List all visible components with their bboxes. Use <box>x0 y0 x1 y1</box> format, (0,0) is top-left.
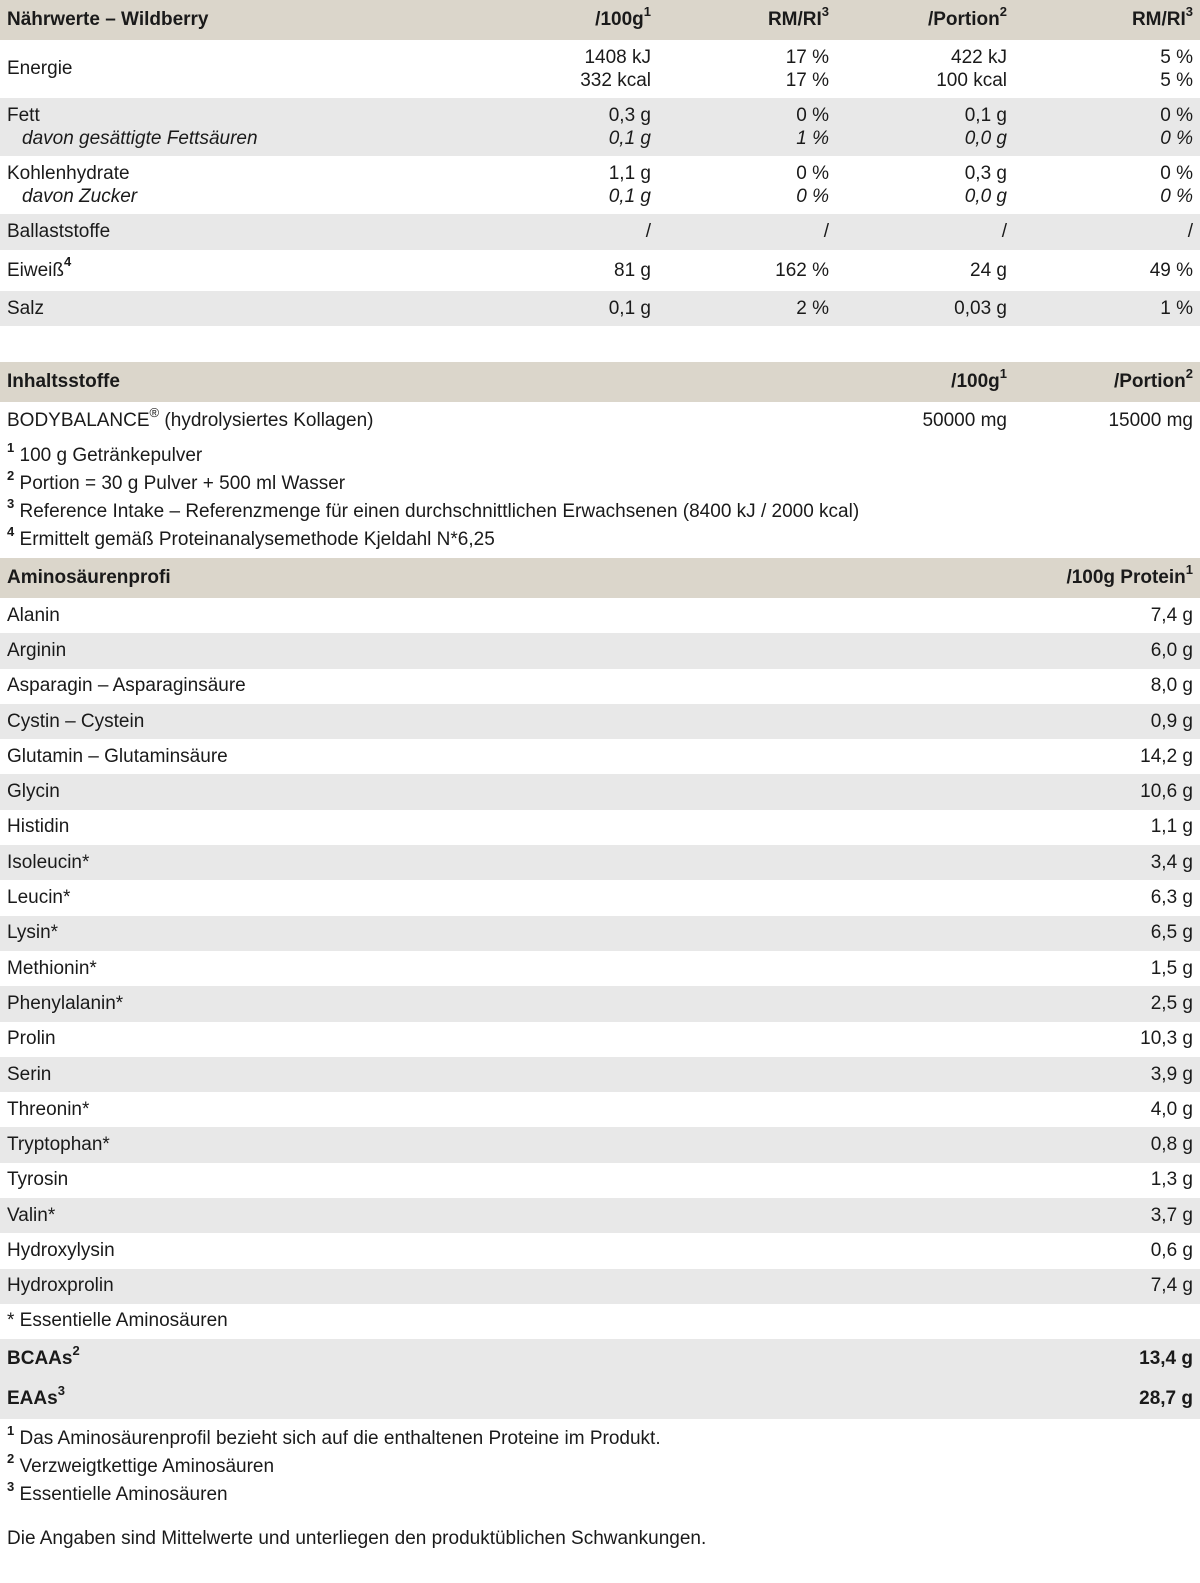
row-sublabel: davon Zucker <box>22 186 138 207</box>
ingredients-footnotes <box>0 440 1200 558</box>
cell-value: 1,1 g <box>608 163 651 184</box>
amino-name: Arginin <box>0 633 900 668</box>
cell-value: / <box>1014 214 1200 250</box>
cell-value: / <box>480 214 658 250</box>
cell-value: 1 % <box>796 128 829 149</box>
registered-mark: ® <box>149 404 160 420</box>
amino-value: 1,1 g <box>900 810 1200 845</box>
cell-value: 0,0 g <box>964 128 1007 149</box>
amino-value: 0,6 g <box>900 1233 1200 1268</box>
amino-name: Phenylalanin* <box>0 986 900 1021</box>
row-label: Energie <box>0 40 480 98</box>
essential-note: * Essentielle Aminosäuren <box>0 1304 1200 1339</box>
amino-title: Aminosäurenprofi <box>0 558 900 598</box>
cell-value: 1 % <box>1014 291 1200 326</box>
col-portion: /Portion$^2$ <box>836 0 1014 40</box>
amino-name: Tyrosin <box>0 1163 900 1198</box>
essential-note-row <box>0 1304 1200 1339</box>
disclaimer: Die Angaben sind Mittelwerte und unterliegen den produktüblichen Schwankungen. <box>7 1527 707 1549</box>
footnote: $^1$ Das Aminosäurenprofil bezieht sich auf die enthaltenen Proteine im Produkt. <box>7 1422 661 1449</box>
cell-value: 1408 kJ <box>584 47 651 68</box>
cell-value: 0 % <box>1160 186 1193 207</box>
amino-name: Prolin <box>0 1022 900 1057</box>
amino-name: Tryptophan* <box>0 1127 900 1162</box>
amino-name: Glutamin – Glutaminsäure <box>0 739 900 774</box>
nutrition-title: Nährwerte – Wildberry <box>0 0 480 40</box>
cell-value: 13,4 g <box>900 1339 1200 1379</box>
amino-value: 1,5 g <box>900 951 1200 986</box>
amino-row <box>0 1233 1200 1268</box>
col-per100: $/100g^1$ <box>836 362 1014 402</box>
footnote: $^3$ Essentielle Aminosäuren <box>7 1478 228 1505</box>
row-label: Eiweiß <box>7 259 65 281</box>
cell-value: 0 % <box>1160 163 1193 184</box>
nutrition-table <box>0 0 1200 326</box>
cell-value: 0,1 g <box>480 291 658 326</box>
amino-value: 10,3 g <box>900 1022 1200 1057</box>
cell-value: 422 kJ <box>951 47 1007 68</box>
amino-value: 6,5 g <box>900 916 1200 951</box>
amino-row <box>0 916 1200 951</box>
amino-value: 0,8 g <box>900 1127 1200 1162</box>
footnote: $^2$ Portion = 30 g Pulver + 500 ml Wasser <box>7 467 346 494</box>
amino-name: Valin* <box>0 1198 900 1233</box>
cell-value: 0,03 g <box>836 291 1014 326</box>
cell-value: 28,7 g <box>900 1379 1200 1419</box>
cell-value: 24 g <box>836 250 1014 291</box>
amino-row <box>0 1269 1200 1304</box>
section-gap <box>0 326 1200 362</box>
ingredient-desc: (hydrolysiertes Kollagen) <box>159 410 374 431</box>
cell-value: 5 % <box>1160 47 1193 68</box>
amino-value: 6,3 g <box>900 880 1200 915</box>
footnote: $^2$ Verzweigtkettige Aminosäuren <box>7 1450 275 1477</box>
ingredients-title: Inhaltsstoffe <box>0 362 836 402</box>
cell-value: 0 % <box>796 186 829 207</box>
ingredient-name: BODYBALANCE <box>7 410 150 431</box>
cell-value: 17 % <box>785 70 829 91</box>
cell-value: 15000 mg <box>1014 402 1200 440</box>
amino-row <box>0 1163 1200 1198</box>
row-eiweiss <box>0 250 1200 291</box>
amino-name: Hydroxprolin <box>0 1269 900 1304</box>
amino-footnotes <box>0 1419 1200 1513</box>
amino-value: 7,4 g <box>900 1269 1200 1304</box>
footnote-ref: 2 <box>72 1342 80 1358</box>
amino-row <box>0 951 1200 986</box>
row-bodybalance <box>0 402 1200 440</box>
amino-value: 0,9 g <box>900 704 1200 739</box>
row-ballaststoffe <box>0 214 1200 250</box>
amino-row <box>0 669 1200 704</box>
amino-name: Alanin <box>0 598 900 633</box>
amino-row <box>0 739 1200 774</box>
amino-rows <box>0 598 1200 1304</box>
footnote: $^4$ Ermittelt gemäß Proteinanalysemethode Kjeldahl N*6,25 <box>7 523 495 550</box>
amino-name: Threonin* <box>0 1092 900 1127</box>
amino-value: 8,0 g <box>900 669 1200 704</box>
col-per100-protein: /100g Protein$^1$ <box>900 558 1200 598</box>
cell-value: 0,0 g <box>964 186 1007 207</box>
row-sublabel: davon gesättigte Fettsäuren <box>22 128 258 149</box>
amino-row <box>0 704 1200 739</box>
row-label: Fett <box>7 105 40 126</box>
col-rm-ri-2: $RM/RI^3$ <box>1014 0 1200 40</box>
amino-value: 4,0 g <box>900 1092 1200 1127</box>
row-fett <box>0 98 1200 156</box>
amino-name: Hydroxylysin <box>0 1233 900 1268</box>
amino-header-row <box>0 558 1200 598</box>
amino-value: 14,2 g <box>900 739 1200 774</box>
cell-value: 0 % <box>1160 128 1193 149</box>
cell-value: 100 kcal <box>936 70 1007 91</box>
amino-name: Serin <box>0 1057 900 1092</box>
row-energie <box>0 40 1200 98</box>
cell-value: 0,1 g <box>608 128 651 149</box>
amino-value: 6,0 g <box>900 633 1200 668</box>
amino-row <box>0 774 1200 809</box>
row-label: Ballaststoffe <box>0 214 480 250</box>
amino-value: 7,4 g <box>900 598 1200 633</box>
cell-value: 0,3 g <box>964 163 1007 184</box>
row-eaas <box>0 1379 1200 1419</box>
row-label: Salz <box>0 291 480 326</box>
nutrition-header-row <box>0 0 1200 40</box>
cell-value: 81 g <box>480 250 658 291</box>
amino-value: 10,6 g <box>900 774 1200 809</box>
amino-row <box>0 1127 1200 1162</box>
amino-value: 1,3 g <box>900 1163 1200 1198</box>
cell-value: 0,1 g <box>964 105 1007 126</box>
amino-name: Leucin* <box>0 880 900 915</box>
row-label: Kohlenhydrate <box>7 163 130 184</box>
cell-value: 2 % <box>658 291 836 326</box>
ingredients-header-row <box>0 362 1200 402</box>
amino-row <box>0 633 1200 668</box>
amino-row <box>0 1092 1200 1127</box>
row-salz <box>0 291 1200 326</box>
amino-name: Methionin* <box>0 951 900 986</box>
amino-row <box>0 880 1200 915</box>
footnote: $^1$ 100 g Getränkepulver <box>7 439 203 466</box>
footnote-ref: 4 <box>64 254 72 270</box>
amino-value: 2,5 g <box>900 986 1200 1021</box>
amino-value: 3,9 g <box>900 1057 1200 1092</box>
amino-name: Glycin <box>0 774 900 809</box>
amino-row <box>0 1198 1200 1233</box>
cell-value: 0 % <box>796 163 829 184</box>
cell-value: 5 % <box>1160 70 1193 91</box>
footnote: $^3$ Reference Intake – Referenzmenge für einen durchschnittlichen Erwachsenen (8400 kJ / 2000 kcal) <box>7 495 860 522</box>
cell-value: 0,1 g <box>608 186 651 207</box>
row-label: EAAs <box>7 1387 58 1409</box>
amino-value: 3,4 g <box>900 845 1200 880</box>
amino-name: Lysin* <box>0 916 900 951</box>
amino-row <box>0 986 1200 1021</box>
cell-value: 0 % <box>1160 105 1193 126</box>
amino-row <box>0 1022 1200 1057</box>
cell-value: 332 kcal <box>580 70 651 91</box>
amino-value: 3,7 g <box>900 1198 1200 1233</box>
cell-value: 49 % <box>1014 250 1200 291</box>
amino-name: Histidin <box>0 810 900 845</box>
cell-value: 50000 mg <box>836 402 1014 440</box>
col-rm-ri-1: $RM/RI^3$ <box>658 0 836 40</box>
row-bcaas <box>0 1339 1200 1379</box>
amino-name: Isoleucin* <box>0 845 900 880</box>
amino-name: Cystin – Cystein <box>0 704 900 739</box>
amino-name: Asparagin – Asparaginsäure <box>0 669 900 704</box>
amino-row <box>0 598 1200 633</box>
row-kohlenhydrate <box>0 156 1200 214</box>
cell-value: 162 % <box>658 250 836 291</box>
cell-value: 0 % <box>796 105 829 126</box>
amino-table <box>0 558 1200 1419</box>
col-per100: $/100g^1$ <box>480 0 658 40</box>
footnote-ref: 3 <box>57 1382 65 1398</box>
row-label: BCAAs <box>7 1347 73 1369</box>
cell-value: / <box>836 214 1014 250</box>
amino-row <box>0 845 1200 880</box>
col-portion: /Portion$^2$ <box>1014 362 1200 402</box>
amino-row <box>0 810 1200 845</box>
cell-value: / <box>658 214 836 250</box>
amino-row <box>0 1057 1200 1092</box>
cell-value: 0,3 g <box>608 105 651 126</box>
cell-value: 17 % <box>785 47 829 68</box>
ingredients-table <box>0 362 1200 440</box>
